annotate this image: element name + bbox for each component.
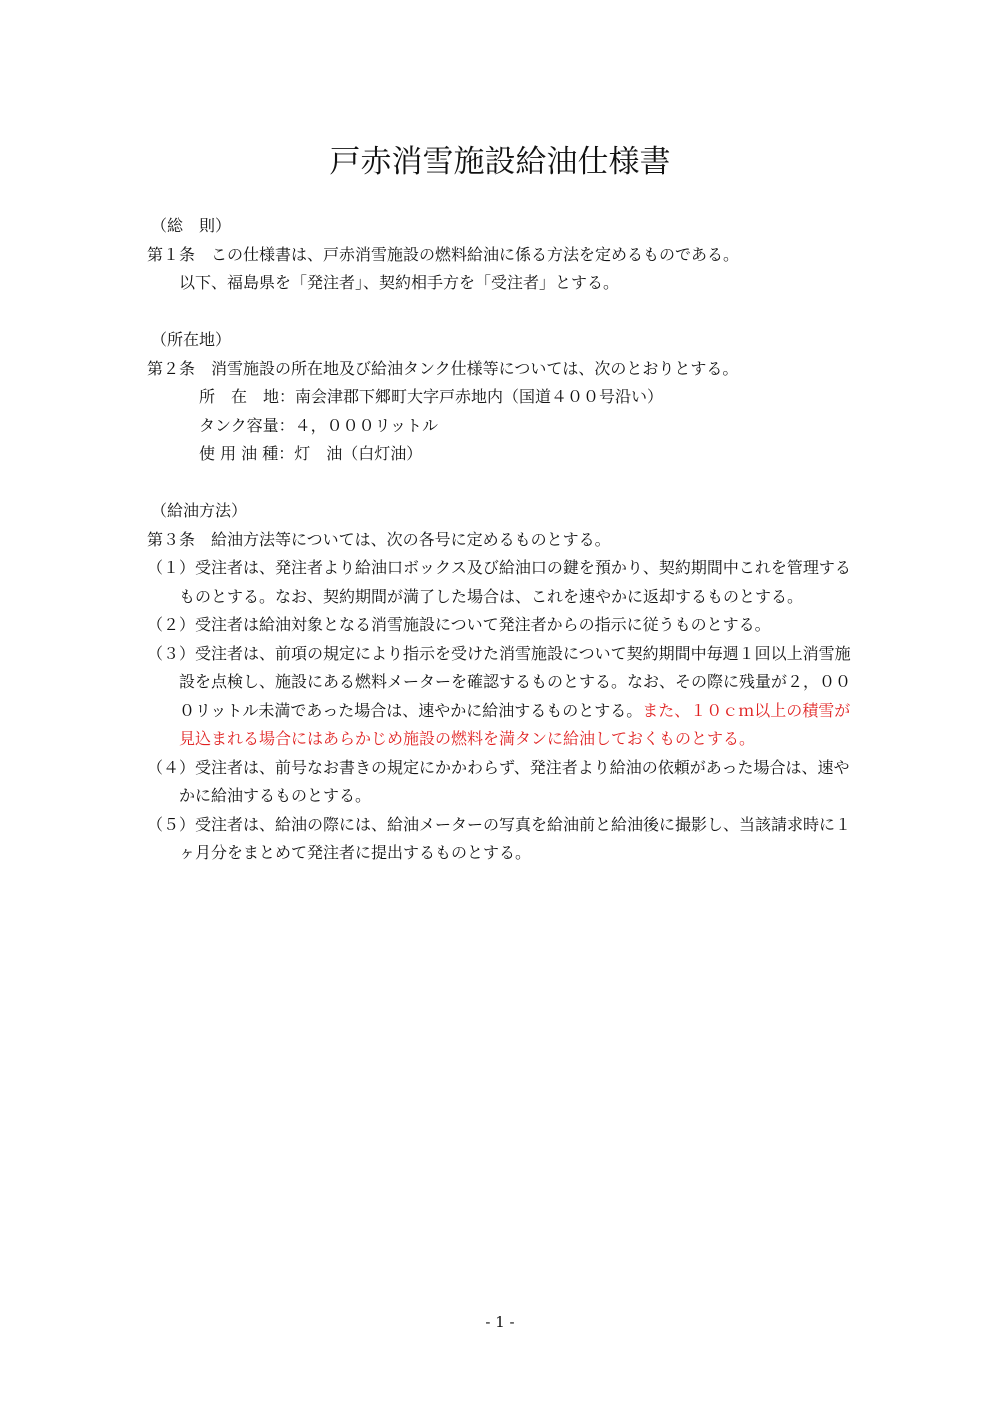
list-item-4: （４）受注者は、前号なお書きの規定にかかわらず、発注者より給油の依頼があった場合は、速やかに給油するものとする。 <box>147 757 850 805</box>
section-heading-general: （総 則） <box>151 216 232 235</box>
list-item-3 <box>147 640 859 754</box>
list-item-5: （５）受注者は、給油の際には、給油メーターの写真を給油前と給油後に撮影し、当該請求時に１ヶ月分をまとめて発注者に提出するものとする。 <box>147 814 852 862</box>
spacer <box>147 469 859 498</box>
section-heading-refuel-method: （給油方法） <box>151 501 248 520</box>
document-body <box>147 212 859 868</box>
article-1: 第１条 この仕様書は、戸赤消雪施設の燃料給油に係る方法を定めるものである。 <box>147 244 740 264</box>
list-item-3-text: （３）受注者は、前項の規定により指示を受けた消雪施設について契約期間中毎週１回以上消雪施設を点検し、施設にある燃料メーターを確認するものとする。なお、その際に残量が２，０００リットル未満であった場合は、速やかに給油するものとする。 <box>147 643 852 720</box>
list-item-1: （１）受注者は、発注者より給油口ボックス及び給油口の鍵を預かり、契約期間中これを管理するものとする。なお、契約期間が満了した場合は、これを速やかに返却するものとする。 <box>147 558 851 606</box>
page-number: - 1 - <box>485 1313 515 1331</box>
page-title: 戸赤消雪施設給油仕様書 <box>329 144 671 180</box>
spec-tank-capacity: タンク容量：４，０００リットル <box>199 415 439 435</box>
spec-oil-type: 使 用 油 種：灯 油（白灯油） <box>199 444 423 463</box>
article-2: 第２条 消雪施設の所在地及び給油タンク仕様等については、次のとおりとする。 <box>147 358 739 378</box>
spacer <box>147 298 859 327</box>
section-heading-location: （所在地） <box>151 330 232 349</box>
list-item-3-highlight: また、１０ｃｍ以上の積雪が見込まれる場合にはあらかじめ施設の燃料を満タンに給油しておくものとする。 <box>179 700 851 748</box>
list-item-2: （２）受注者は給油対象となる消雪施設について発注者からの指示に従うものとする。 <box>147 615 771 634</box>
spec-location: 所 在 地：南会津郡下郷町大字戸赤地内（国道４００号沿い） <box>199 387 664 406</box>
article-1-line-2: 以下、福島県を「発注者」、契約相手方を「受注者」とする。 <box>179 273 620 292</box>
article-3: 第３条 給油方法等については、次の各号に定めるものとする。 <box>147 529 611 549</box>
